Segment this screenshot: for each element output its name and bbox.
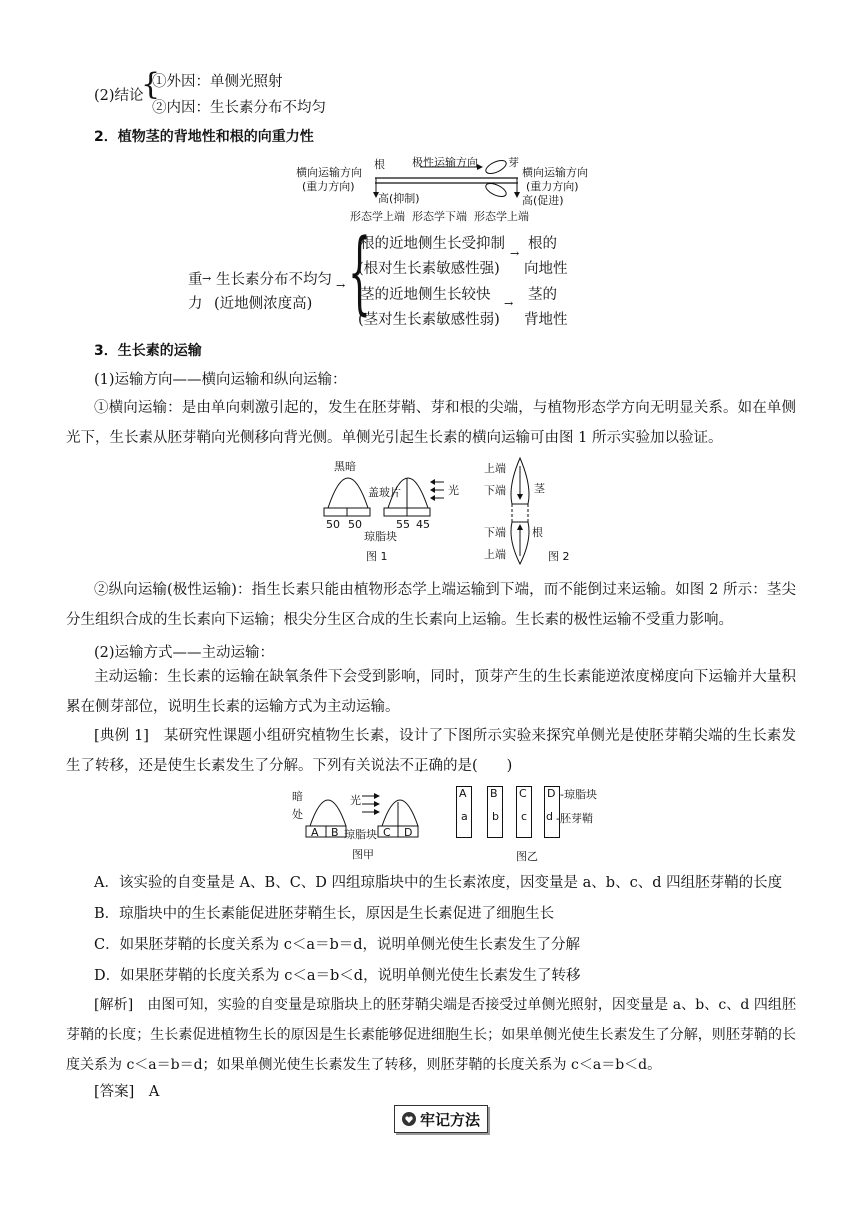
figyi-bottom-c: c — [521, 810, 528, 823]
section-3-title: 3．生长素的运输 — [94, 343, 202, 359]
transport-direction: (1)运输方向——横向运输和纵向运输： — [94, 372, 347, 388]
figjia-C: C — [383, 826, 391, 839]
fig1-v4: 45 — [416, 518, 430, 531]
fig2-bottom-upper: 上端 — [484, 548, 506, 561]
flow-root-2: (根对生长素敏感性强) — [358, 261, 500, 277]
figjia-light: 光 — [350, 794, 361, 807]
flow-near-high: (近地侧浓度高) — [214, 296, 313, 312]
figure-2 — [480, 456, 590, 566]
fig2-root: 根 — [532, 526, 543, 539]
figjia-caption: 图甲 — [352, 848, 374, 861]
figjia-B: B — [331, 826, 339, 839]
fig1-agar: 琼脂块 — [364, 530, 397, 543]
conclusion-item-1: ①外因：单侧光照射 — [152, 74, 283, 90]
figure-1 — [318, 458, 468, 568]
figyi-sheath-label: 胚芽鞘 — [559, 812, 593, 825]
analysis-tag: [解析] — [94, 997, 134, 1013]
figyi-bottom-a: a — [461, 810, 468, 823]
figyi-top-B: B — [490, 787, 498, 800]
figjia-dark-2: 处 — [292, 808, 303, 821]
figjia-D: D — [404, 826, 413, 839]
method-label: 牢记方法 — [419, 1110, 480, 1129]
flow-gravity-bottom: 力 — [188, 296, 203, 312]
fig1-mica: 盖玻片 — [368, 486, 401, 499]
fig-polar: 极性运输方向 — [412, 156, 478, 169]
figyi-agar-label: 琼脂块 — [563, 788, 597, 801]
answer-value: A — [148, 1084, 160, 1100]
fig1-v2: 50 — [348, 518, 362, 531]
flow-stem-2: (茎对生长素敏感性弱) — [358, 312, 500, 328]
option-b: B．琼脂块中的生长素能促进胚芽鞘生长，原因是生长素促进了细胞生长 — [94, 906, 555, 922]
fig-low-inhibit: 高(抑制) — [378, 192, 420, 205]
figyi-caption: 图乙 — [516, 850, 538, 863]
fig-bottom-labels: 形态学上端 形态学下端 形态学上端 — [350, 210, 529, 223]
figyi-bottom-b: b — [492, 810, 499, 823]
active-transport: 主动运输：生长素的运输在缺氧条件下会受到影响，同时，顶芽产生的生长素能逆浓度梯度向下运输并大量积累在侧芽部位，说明生长素的运输方式为主动运输。 — [66, 669, 796, 715]
fig-right-bottom: (重力方向) — [526, 180, 579, 193]
flow-uneven: 生长素分布不均匀 — [216, 272, 332, 288]
figyi-bottom-d: d — [546, 810, 553, 823]
option-c: C．如果胚芽鞘的长度关系为 c＜a＝b＝d，说明单侧光使生长素发生了分解 — [94, 937, 581, 953]
flow-gravity-top: 重 — [188, 272, 203, 288]
fig2-bottom-lower: 下端 — [484, 526, 506, 539]
flow-stem-result-2: 背地性 — [524, 312, 568, 328]
flow-arrow-2: → — [336, 279, 346, 292]
flow-root-result-1: 根的 — [528, 236, 557, 252]
fig-left-bottom: (重力方向) — [302, 180, 355, 193]
answer-tag: [答案] — [94, 1084, 135, 1100]
figure-1-drawing — [318, 458, 468, 568]
root-stem-figure — [290, 150, 610, 225]
heart-icon — [402, 1112, 416, 1126]
fig1-dark: 黑暗 — [334, 460, 356, 473]
figyi-sheath: -胚芽鞘 — [556, 812, 593, 825]
flow-arrow-stem: → — [504, 297, 514, 310]
answer — [94, 1080, 159, 1101]
flow-brace: { — [348, 220, 371, 325]
fig-right-top: 横向运输方向 — [522, 166, 588, 179]
conclusion-item-2: ②内因：生长素分布不均匀 — [152, 100, 326, 116]
example-stem-b: 正确的是( ) — [414, 758, 513, 774]
horizontal-transport: ①横向运输：是由单向刺激引起的，发生在胚芽鞘、芽和根的尖端，与植物形态学方向无明显关系。如在单侧光下，生长素从胚芽鞘向光侧移向背光侧。单侧光引起生长素的横向运输可由图 1 所示实验加以验证。 — [66, 400, 796, 446]
option-d: D．如果胚芽鞘的长度关系为 c＜a＝b＜d，说明单侧光使生长素发生了转移 — [94, 968, 581, 984]
fig1-v3: 55 — [396, 518, 410, 531]
figjia-dark-1: 暗 — [292, 790, 303, 803]
fig-root: 根 — [374, 158, 385, 171]
vertical-transport: ②纵向运输(极性运输)：指生长素只能由植物形态学上端运输到下端，而不能倒过来运输。如图 2 所示：茎尖分生组织合成的生长素向下运输；根尖分生区合成的生长素向上运输。生长素的极性运输不受重力影响。 — [66, 582, 796, 628]
flow-arrow-1: → — [202, 272, 212, 285]
figyi-top-C: C — [519, 787, 527, 800]
flow-root-1: 根的近地侧生长受抑制 — [360, 236, 505, 252]
figjia-agar: 琼脂块 — [344, 828, 377, 841]
figjia-A: A — [311, 826, 319, 839]
flow-arrow-root: → — [510, 247, 520, 260]
analysis-text: 由图可知，实验的自变量是琼脂块上的胚芽鞘尖端是否接受过单侧光照射，因变量是 a、b、c、d 四组胚芽鞘的长度；生长素促进植物生长的原因是生长素能够促进细胞生长；如果单侧光使生长素发生了分解，则胚芽鞘的长度关系为 c＜a＝b＝d；如果单侧光使生长素发生了转移，则胚芽鞘的长度关系为 c＜a＝b＜d。 — [66, 997, 796, 1073]
fig2-top-lower: 下端 — [484, 484, 506, 497]
flow-root-result-2: 向地性 — [524, 261, 568, 277]
flow-stem-1: 茎的近地侧生长较快 — [360, 287, 491, 303]
example-stem-not: 不 — [399, 758, 414, 774]
section-2-title: 2．植物茎的背地性和根的向重力性 — [94, 129, 314, 145]
transport-mode: (2)运输方式——主动运输： — [94, 645, 275, 661]
brace: { — [141, 67, 161, 102]
example-question — [66, 721, 796, 781]
method-heading — [394, 1105, 488, 1133]
option-a: A．该实验的自变量是 A、B、C、D 四组琼脂块中的生长素浓度，因变量是 a、b、c、d 四组胚芽鞘的长度 — [94, 875, 783, 891]
fig2-top-upper: 上端 — [484, 462, 506, 475]
fig1-caption: 图 1 — [366, 550, 388, 563]
figure-jia — [288, 782, 448, 862]
analysis — [66, 990, 796, 1080]
fig-bud: 芽 — [508, 156, 519, 169]
fig-high-promote: 高(促进) — [522, 194, 564, 207]
example-tag: [典例 1] — [94, 728, 149, 744]
fig2-stem: 茎 — [534, 482, 545, 495]
figure-yi — [456, 786, 616, 862]
fig1-light: 光 — [448, 484, 459, 497]
figyi-agar: -琼脂块 — [560, 788, 597, 801]
conclusion-label: (2)结论 — [94, 88, 144, 104]
fig1-v1: 50 — [326, 518, 340, 531]
flow-stem-result-1: 茎的 — [528, 287, 557, 303]
figyi-top-A: A — [459, 787, 467, 800]
fig2-caption: 图 2 — [548, 550, 570, 563]
figyi-top-D: D — [547, 787, 556, 800]
fig-left-top: 横向运输方向 — [296, 166, 362, 179]
example-stem-a: 某研究性课题小组研究植物生长素，设计了下图所示实验来探究单侧光是使胚芽鞘尖端的生长素发生了转移，还是使生长素发生了分解。下列有关说法 — [66, 728, 796, 774]
